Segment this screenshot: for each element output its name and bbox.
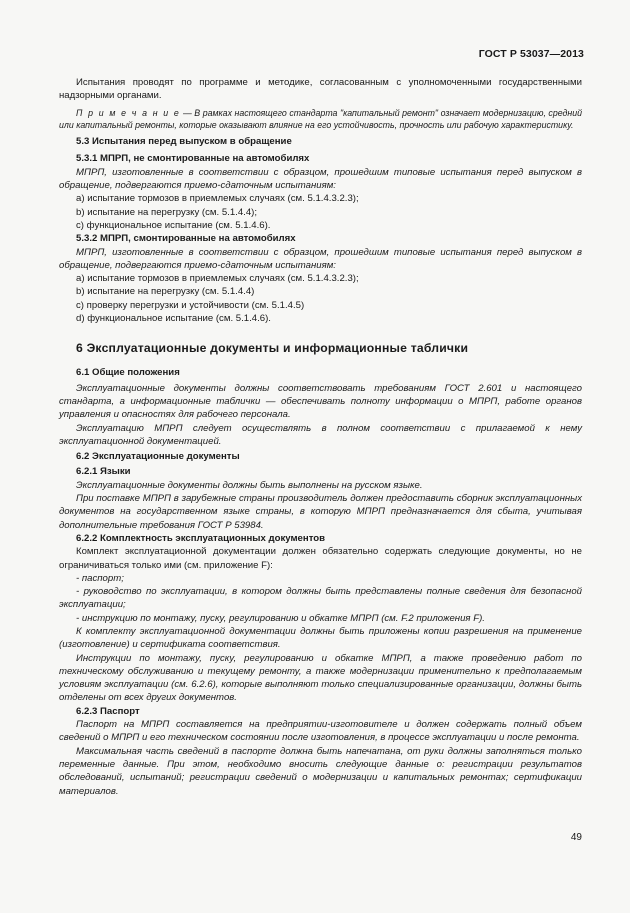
paragraph-tests: Испытания проводят по программе и методике, согласованным с уполномоченными государственными надзорными органами. bbox=[59, 77, 582, 102]
paragraph-6-2-1-a: Эксплуатационные документы должны быть выполнены на русском языке. bbox=[76, 479, 423, 491]
paragraph-6-2-2-c: Инструкции по монтажу, пуску, регулированию и обкатке МПРП, а также проведению работ по техническому обслуживанию и текущему ремонту, а также модернизации применительно к предполагаемым условиям эксплуатации (см. 6.2.6), которые выполняют только специализированные организации, должны быть отделены от всех других документов. bbox=[59, 652, 582, 704]
note-label: П р и м е ч а н и е bbox=[76, 107, 181, 118]
page-number: 49 bbox=[570, 832, 582, 843]
paragraph-5-3-1: МПРП, изготовленные в соответствии с образцом, прошедшим типовые испытания перед выпуском в обращение, подвергаются приемо-сдаточным испытаниям: bbox=[59, 166, 582, 192]
paragraph-6-2-3-b: Максимальная часть сведений в паспорте должна быть напечатана, от руки должны заполняться только переменные данные. При этом, необходимо вносить следующие данные о: регистрации результатов обследований, испытаний; регистрации сведений о модернизации и капитальных ремонтах; сертификации материалов. bbox=[59, 745, 582, 797]
section-6-2-heading: 6.2 Эксплуатационные документы bbox=[76, 451, 240, 463]
section-6-2-3-heading: 6.2.3 Паспорт bbox=[76, 705, 140, 717]
paragraph-6-2-3-a: Паспорт на МПРП составляется на предприятии-изготовителе и должен содержать полный объем сведений о МПРП и его техническом состоянии после изготовления, в процессе эксплуатации и после ремонта. bbox=[59, 719, 582, 744]
document-list-item-manual: - руководство по эксплуатации, в котором должны быть представлены полные сведения для безопасной эксплуатации; bbox=[59, 586, 582, 611]
note bbox=[59, 107, 582, 132]
list-item-5-3-2-b: b) испытание на перегрузку (см. 5.1.4.4) bbox=[76, 286, 255, 298]
section-5-3-2-heading: 5.3.2 МПРП, смонтированные на автомобилях bbox=[76, 233, 296, 245]
list-item-5-3-2-c: c) проверку перегрузки и устойчивости (см. 5.1.4.5) bbox=[76, 299, 305, 311]
list-item-5-3-1-c: c) функциональное испытание (см. 5.1.4.6). bbox=[76, 219, 271, 231]
section-6-2-1-heading: 6.2.1 Языки bbox=[76, 466, 131, 478]
section-6-1-heading: 6.1 Общие положения bbox=[76, 367, 180, 379]
list-item-5-3-2-d: d) функциональное испытание (см. 5.1.4.6). bbox=[76, 313, 271, 325]
document-list-item-passport: - паспорт; bbox=[76, 572, 124, 584]
paragraph-6-1-a: Эксплуатационные документы должны соответствовать требованиям ГОСТ 2.601 и настоящего стандарта, а информационные таблички — обеспечивать полноту информации о МПРП, работе органов управления и опасностях для рабочего персонала. bbox=[59, 382, 582, 421]
note-text: — В рамках настоящего стандарта "капитальный ремонт" означает модернизацию, средний или капитальный ремонты, которые оказывают влияние на его устойчивость, прочность или рабочую характеристику. bbox=[59, 107, 582, 130]
list-item-5-3-1-a: a) испытание тормозов в приемлемых случаях (см. 5.1.4.3.2.3); bbox=[76, 193, 359, 205]
section-6-heading: 6 Эксплуатационные документы и информационные таблички bbox=[76, 341, 469, 356]
list-item-5-3-1-b: b) испытание на перегрузку (см. 5.1.4.4); bbox=[76, 206, 258, 218]
section-6-2-2-heading: 6.2.2 Комплектность эксплуатационных документов bbox=[76, 532, 326, 544]
paragraph-6-1-b: Эксплуатацию МПРП следует осуществлять в полном соответствии с прилагаемой к нему эксплуатационной документацией. bbox=[59, 422, 582, 447]
section-5-3-heading: 5.3 Испытания перед выпуском в обращение bbox=[76, 136, 292, 148]
document-id-header: ГОСТ Р 53037—2013 bbox=[478, 48, 584, 60]
section-5-3-1-heading: 5.3.1 МПРП, не смонтированные на автомобилях bbox=[76, 153, 310, 165]
list-item-5-3-2-a: a) испытание тормозов в приемлемых случаях (см. 5.1.4.3.2.3); bbox=[76, 273, 359, 285]
page-content bbox=[59, 76, 582, 798]
paragraph-6-2-2: Комплект эксплуатационной документации должен обязательно содержать следующие документы, но не ограничиваться только ими (см. приложение F): bbox=[59, 546, 582, 571]
paragraph-6-2-2-b: К комплекту эксплуатационной документации должны быть приложены копии разрешения на применение (изготовление) и сертификата соответствия. bbox=[59, 625, 582, 651]
document-list-item-instruction: - инструкцию по монтажу, пуску, регулированию и обкатке МПРП (см. F.2 приложения F). bbox=[76, 612, 485, 624]
paragraph-6-2-1-b: При поставке МПРП в зарубежные страны производитель должен предоставить сборник эксплуатационных документов на государственном языке страны, в которую МПРП предназначается для сбыта, учитывая дополнительные требования ГОСТ Р 53984. bbox=[59, 493, 582, 531]
paragraph-5-3-2: МПРП, изготовленные в соответствии с образцом, прошедшим типовые испытания перед выпуском в обращение, подвергаются приемо-сдаточным испытаниям: bbox=[59, 246, 582, 271]
